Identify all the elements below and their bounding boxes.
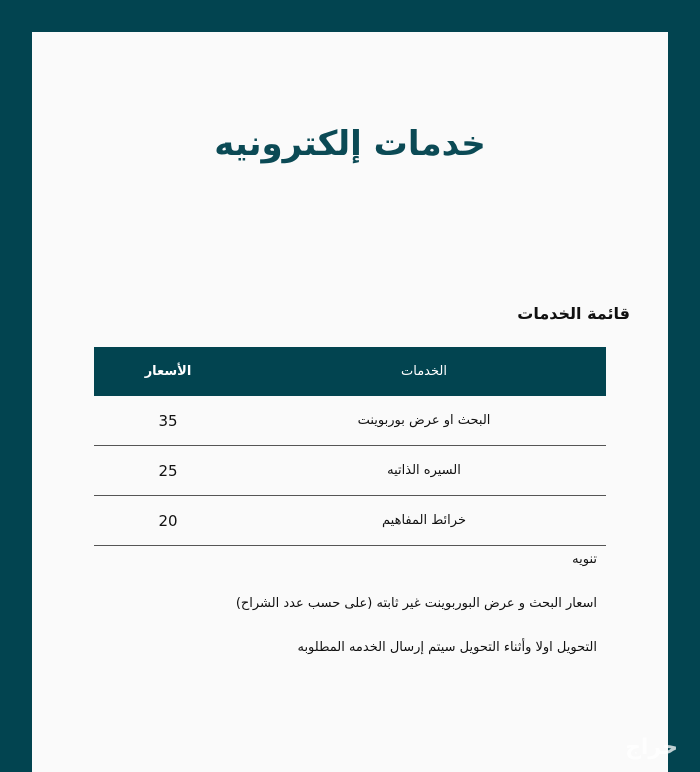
table-row	[94, 396, 606, 446]
service-cell: خرائط المفاهيم	[242, 496, 606, 546]
service-cell: البحث او عرض بوربوينت	[242, 396, 606, 446]
section-title: قائمة الخدمات	[517, 304, 630, 323]
header-service: الخدمات	[242, 347, 606, 396]
watermark-logo: حراج	[625, 735, 678, 760]
note-line: التحويل اولا وأثناء التحويل سيتم إرسال الخدمه المطلوبه	[297, 640, 597, 655]
price-cell: 20	[94, 496, 242, 546]
service-cell: السيره الذاتيه	[242, 446, 606, 496]
header-price: الأسعار	[94, 347, 242, 396]
note-line: اسعار البحث و عرض البوربوينت غير ثابته (على حسب عدد الشراح)	[235, 596, 597, 611]
table-header-row	[94, 347, 606, 396]
price-cell: 25	[94, 446, 242, 496]
table-row	[94, 496, 606, 546]
document-card	[32, 32, 668, 772]
notes-heading: تنويه	[572, 552, 597, 567]
price-cell: 35	[94, 396, 242, 446]
page-title: خدمات إلكترونيه	[214, 124, 486, 164]
notes	[236, 552, 597, 684]
services-table	[94, 347, 606, 546]
table-row	[94, 446, 606, 496]
